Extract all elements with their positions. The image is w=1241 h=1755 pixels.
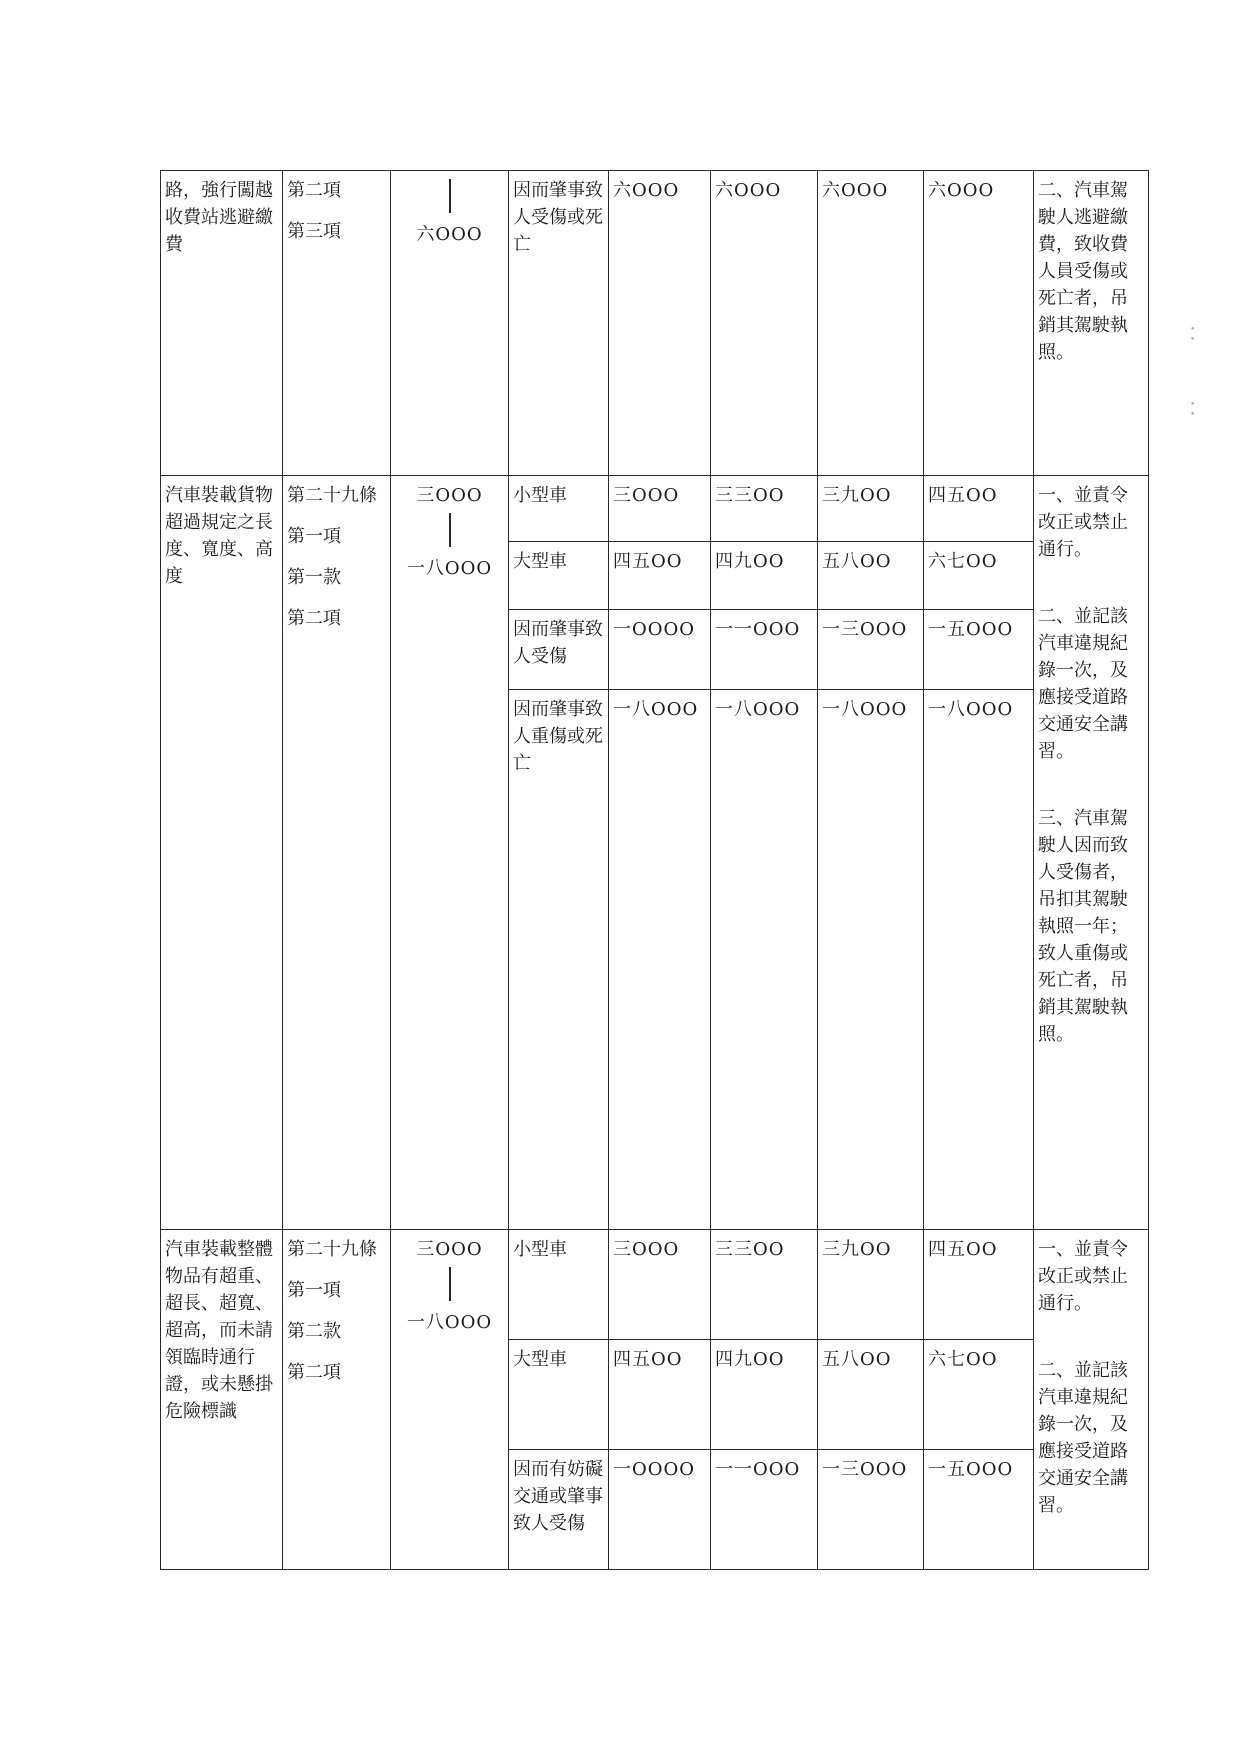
condition-cell: 因而肇事致人重傷或死亡 [509, 690, 609, 1230]
amount-cell: 四五OO [609, 1340, 711, 1450]
condition-cell: 大型車 [509, 1340, 609, 1450]
amount-cell: 一八OOO [818, 690, 924, 1230]
amount-cell: 四五OO [924, 476, 1034, 542]
table-row [161, 171, 1149, 476]
note-item: 二、並記該汽車違規紀錄一次，及應接受道路交通安全講習。 [1038, 1360, 1128, 1516]
violation-cell: 路，強行闖越收費站逃避繳費 [161, 171, 283, 476]
amount-cell: 三九OO [818, 1230, 924, 1340]
condition-cell: 小型車 [509, 1230, 609, 1340]
amount-cell: 六OOO [818, 171, 924, 476]
notes-cell [1034, 1230, 1149, 1570]
amount-cell: 六OOO [711, 171, 818, 476]
scan-artifact: • • [1190, 400, 1196, 420]
amount-cell: 六七OO [924, 1340, 1034, 1450]
violation-cell: 汽車裝載貨物超過規定之長度、寬度、高度 [161, 476, 283, 1230]
penalty-range-cell: 三OOO 一八OOO [391, 476, 509, 1230]
penalty-range-cell: 三OOO 一八OOO [391, 1230, 509, 1570]
notes-cell [1034, 171, 1149, 476]
amount-cell: 一三OOO [818, 610, 924, 690]
range-dash [449, 513, 451, 547]
amount-cell: 三九OO [818, 476, 924, 542]
amount-cell: 一三OOO [818, 1450, 924, 1570]
amount-cell: 三三OO [711, 476, 818, 542]
note-item: 三、汽車駕駛人因而致人受傷者，吊扣其駕駛執照一年；致人重傷或死亡者，吊銷其駕駛執照。 [1038, 808, 1128, 1045]
amount-cell: 五八OO [818, 542, 924, 610]
note-item: 二、汽車駕駛人逃避繳費，致收費人員受傷或死亡者，吊銷其駕駛執照。 [1038, 180, 1128, 363]
range-dash [449, 1267, 451, 1301]
condition-cell: 因而肇事致人受傷 [509, 610, 609, 690]
amount-cell: 一八OOO [924, 690, 1034, 1230]
condition-cell: 小型車 [509, 476, 609, 542]
amount-cell: 三三OO [711, 1230, 818, 1340]
amount-cell: 六OOO [924, 171, 1034, 476]
amount-cell: 一八OOO [711, 690, 818, 1230]
amount-cell: 三OOO [609, 476, 711, 542]
table-row [161, 1230, 1149, 1340]
penalty-table [160, 170, 1149, 1570]
amount-cell: 一五OOO [924, 1450, 1034, 1570]
amount-cell: 三OOO [609, 1230, 711, 1340]
amount-cell: 六OOO [609, 171, 711, 476]
condition-cell: 大型車 [509, 542, 609, 610]
amount-cell: 四九OO [711, 1340, 818, 1450]
amount-cell: 一一OOO [711, 1450, 818, 1570]
amount-cell: 一OOOO [609, 1450, 711, 1570]
article-cell: 第二十九條 第一項 第一款 第二項 [283, 476, 391, 1230]
amount-cell: 四九OO [711, 542, 818, 610]
amount-cell: 四五OO [924, 1230, 1034, 1340]
range-dash [449, 179, 451, 213]
note-item: 一、並責令改正或禁止通行。 [1038, 1239, 1128, 1314]
article-cell: 第二項 第三項 [283, 171, 391, 476]
amount-cell: 一OOOO [609, 610, 711, 690]
violation-cell: 汽車裝載整體物品有超重、超長、超寬、超高，而未請領臨時通行證，或未懸掛危險標識 [161, 1230, 283, 1570]
scan-artifact: • • [1190, 325, 1196, 345]
table-row [161, 476, 1149, 542]
penalty-range-cell: 六OOO [391, 171, 509, 476]
article-cell: 第二十九條 第一項 第二款 第二項 [283, 1230, 391, 1570]
amount-cell: 一一OOO [711, 610, 818, 690]
amount-cell: 六七OO [924, 542, 1034, 610]
amount-cell: 四五OO [609, 542, 711, 610]
condition-cell: 因而有妨礙交通或肇事致人受傷 [509, 1450, 609, 1570]
condition-cell: 因而肇事致人受傷或死亡 [509, 171, 609, 476]
amount-cell: 一八OOO [609, 690, 711, 1230]
notes-cell [1034, 476, 1149, 1230]
amount-cell: 五八OO [818, 1340, 924, 1450]
note-item: 一、並責令改正或禁止通行。 [1038, 485, 1128, 560]
amount-cell: 一五OOO [924, 610, 1034, 690]
note-item: 二、並記該汽車違規紀錄一次，及應接受道路交通安全講習。 [1038, 606, 1128, 762]
